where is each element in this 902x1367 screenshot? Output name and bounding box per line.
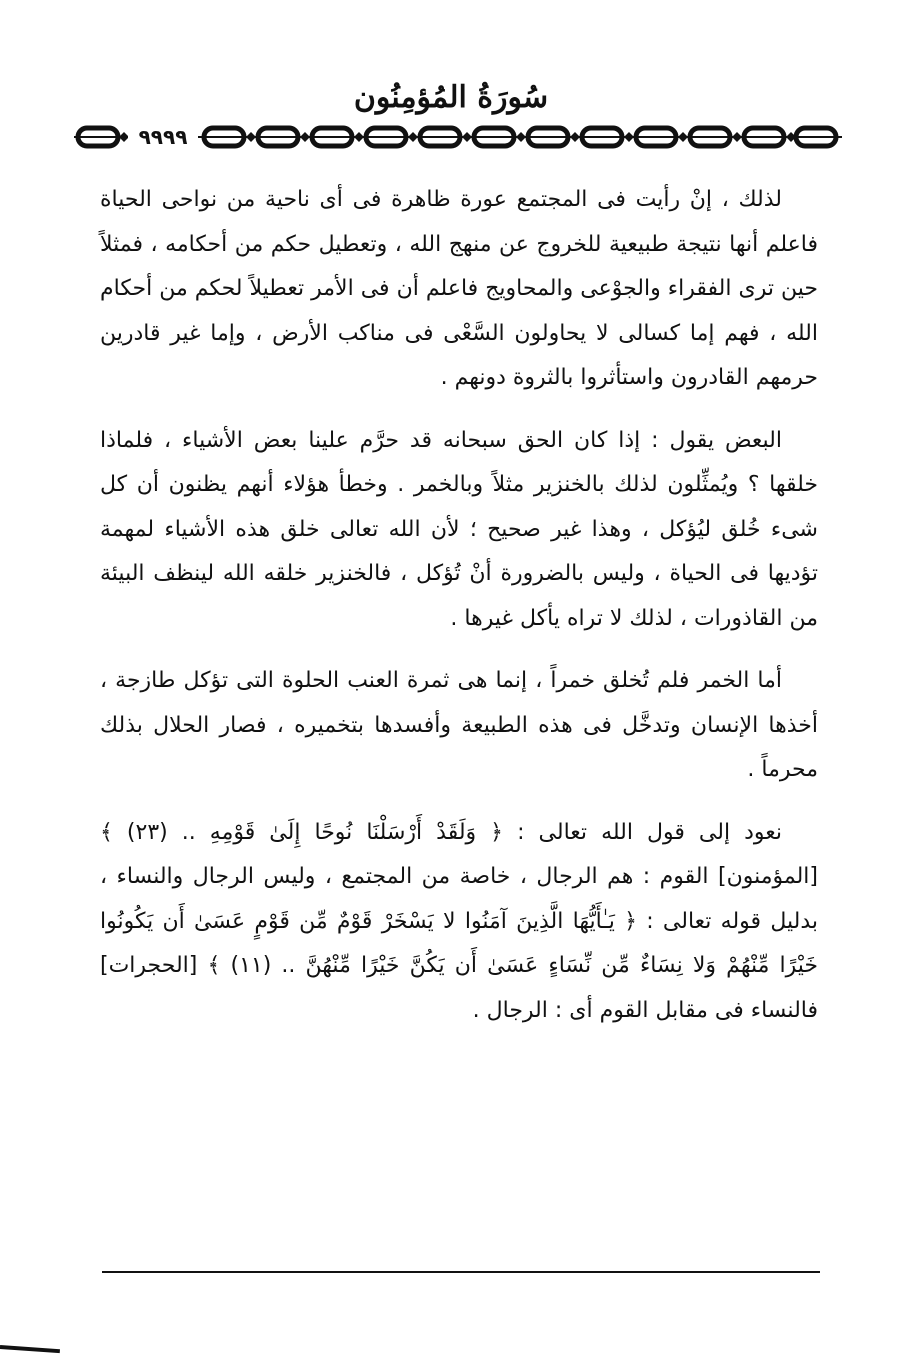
footer-divider bbox=[102, 1271, 820, 1273]
paragraph-4: نعود إلى قول الله تعالى : ﴿ وَلَقَدْ أَرْسَلْنَا نُوحًا إِلَىٰ قَوْمِهِ .. (٢٣) ﴾ [المؤمنون] القوم : هم الرجال ، خاصة من المجتمع ، وليس الرجال والنساء ، بدليل قوله تعالى : ﴿ يَـٰأَيُّهَا الَّذِينَ آمَنُوا لا يَسْخَرْ قَوْمٌ مِّن قَوْمٍ عَسَىٰ أَن يَكُونُوا خَيْرًا مِّنْهُمْ وَلا نِسَاءٌ مِّن نِّسَاءٍ عَسَىٰ أَن يَكُنَّ خَيْرًا مِّنْهُنَّ .. (١١) ﴾ [الحجرات] فالنساء فى مقابل القوم أى : الرجال . bbox=[100, 819, 818, 1023]
page-number: ٩٩٩٩ bbox=[128, 125, 198, 149]
paragraph-2: البعض يقول : إذا كان الحق سبحانه قد حرَّم علينا بعض الأشياء ، فلماذا خلقها ؟ ويُمثِّلون لذلك بالخنزير مثلاً وبالخمر . وخطأ هؤلاء أنهم يظنون أن كل شىء خُلق ليُؤكل ، وهذا غير صحيح ؛ لأن الله تعالى خلق هذه الأشياء لمهمة تؤديها فى الحياة ، وليس بالضرورة أنْ تُؤكل ، فالخنزير خلقه الله لينظف البيئة من القاذورات ، لذلك لا تراه يأكل غيرها . bbox=[100, 427, 818, 631]
surah-title: سُورَةُ المُؤمِنُون bbox=[353, 80, 549, 115]
scan-edge-mark bbox=[0, 1345, 60, 1353]
paragraph-1: لذلك ، إنْ رأيت فى المجتمع عورة ظاهرة فى أى ناحية من نواحى الحياة فاعلم أنها نتيجة طبيعية للخروج عن منهج الله ، وتعطيل حكم من أحكامه ، فمثلاً حين ترى الفقراء والجوْعى والمحاويج فاعلم أن فى الأمر تعطيلاً لحكم من أحكام الله ، فهم إما كسالى لا يحاولون السَّعْى فى مناكب الأرض ، وإما غير قادرين حرمهم القادرون واستأثروا بالثروة دونهم . bbox=[100, 187, 818, 390]
page-body bbox=[100, 178, 818, 1051]
paragraph-3: أما الخمر فلم تُخلق خمراً ، إنما هى ثمرة العنب الحلوة التى تؤكل طازجة ، أخذها الإنسان وتدخَّل فى هذه الطبيعة وأفسدها بتخميره ، فصار الحلال بذلك محرماً . bbox=[100, 668, 818, 782]
